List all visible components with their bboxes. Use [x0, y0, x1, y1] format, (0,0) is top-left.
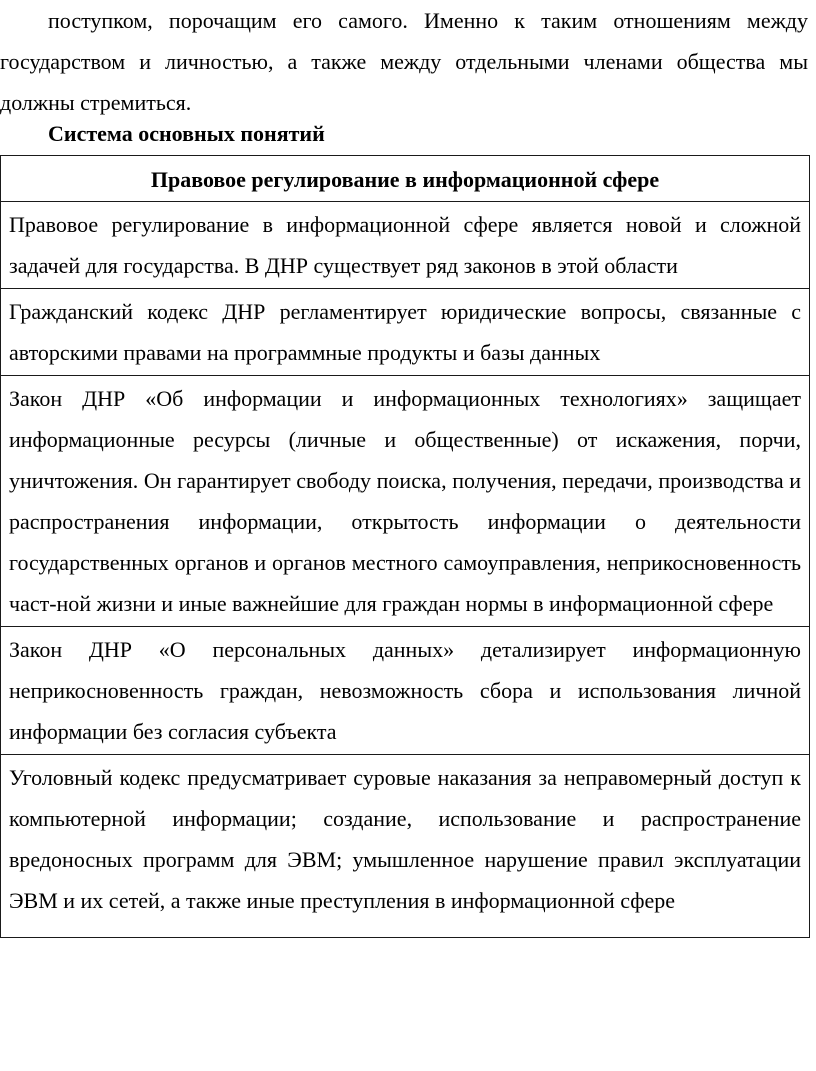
- table-cell-civil-code: Гражданский кодекс ДНР регламентирует юридические вопросы, связанные с авторскими правами на программные продукты и базы данных: [1, 289, 810, 376]
- table-row: [1, 627, 810, 755]
- section-heading: Система основных понятий: [48, 121, 325, 146]
- table-cell-criminal-code: Уголовный кодекс предусматривает суровые наказания за неправомерный доступ к компьютерной информации; создание, использование и распространение вредоносных программ для ЭВМ; умышленное нарушение правил эксплуатации ЭВМ и их сетей, а также иные преступления в информационной сфере: [1, 755, 810, 938]
- table-row: [1, 755, 810, 938]
- table-cell-general: Правовое регулирование в информационной сфере является новой и сложной задачей для государства. В ДНР существует ряд законов в этой области: [1, 202, 810, 289]
- intro-paragraph: поступком, порочащим его самого. Именно к таким отношениям между государством и личностью, а также между отдельными членами общества мы должны стремиться.: [0, 8, 808, 115]
- table-header: Правовое регулирование в информационной сфере: [1, 156, 810, 202]
- concept-table: [0, 155, 810, 938]
- table-row: [1, 202, 810, 289]
- table-cell-personal-data-law: Закон ДНР «О персональных данных» детализирует информационную неприкосновенность граждан, невозможность сбора и использования личной информации без согласия субъекта: [1, 627, 810, 755]
- table-header-row: [1, 156, 810, 202]
- table-row: [1, 289, 810, 376]
- table-cell-information-law: Закон ДНР «Об информации и информационных технологиях» защищает информационные ресурсы (личные и общественные) от искажения, порчи, уничтожения. Он гарантирует свободу поиска, получения, передачи, производства и распространения информации, открытость информации о деятельности государственных органов и органов местного самоуправления, неприкосновенность част-ной жизни и иные важнейшие для граждан нормы в информационной сфере: [1, 376, 810, 627]
- table-row: [1, 376, 810, 627]
